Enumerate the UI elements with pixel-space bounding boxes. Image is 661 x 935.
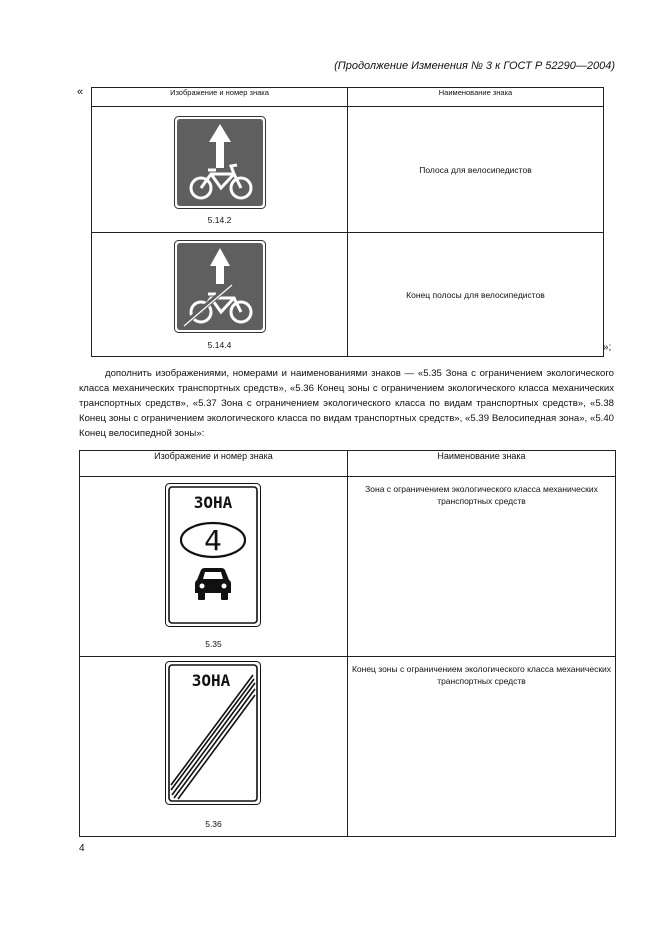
table-row-image-cell bbox=[92, 233, 348, 357]
table-row-image-cell bbox=[80, 657, 348, 837]
sign-title: ЗОНА bbox=[193, 493, 233, 512]
sign-name: Конец полосы для велосипедистов bbox=[348, 233, 604, 357]
table-row-image-cell bbox=[80, 477, 348, 657]
bike-lane-end-sign-icon bbox=[174, 240, 266, 333]
column-header-image: Изображение и номер знака bbox=[80, 451, 348, 477]
sign-title: ЗОНА bbox=[191, 671, 231, 690]
table-row-image-cell bbox=[92, 107, 348, 233]
sign-name: Зона с ограничением экологического класса механических транспортных средств bbox=[348, 477, 616, 657]
column-header-name: Наименование знака bbox=[348, 451, 616, 477]
paragraph-text: дополнить изображениями, номерами и наименованиями знаков — «5.35 Зона с ограничением экологического класса механических транспортных средств», «5.36 Конец зоны с ограничением экологического класса механических транспортных средств», «5.37 Зона с ограничением экологического класса по видам транспортных средств», «5.38 Конец зоны с ограничением экологического класса по видам транспортных средств», «5.39 Велосипедная зона», «5.40 Конец велосипедной зоны»: bbox=[79, 368, 614, 439]
sign-code: 5.14.2 bbox=[207, 215, 232, 225]
signs-table-2 bbox=[79, 450, 616, 837]
eco-zone-end-sign-icon bbox=[165, 661, 261, 805]
sign-code: 5.36 bbox=[205, 819, 222, 829]
bike-lane-sign-icon bbox=[174, 116, 266, 209]
eco-zone-sign-icon bbox=[165, 483, 261, 627]
closing-quote: »; bbox=[603, 342, 612, 353]
sign-code: 5.35 bbox=[205, 639, 222, 649]
sign-number: 4 bbox=[204, 524, 222, 557]
signs-table-1 bbox=[91, 87, 604, 357]
sign-name: Полоса для велосипедистов bbox=[348, 107, 604, 233]
sign-name: Конец зоны с ограничением экологического класса механических транспортных средств bbox=[348, 657, 616, 837]
column-header-name: Наименование знака bbox=[348, 88, 604, 107]
page-number: 4 bbox=[79, 843, 85, 854]
continuation-header: (Продолжение Изменения № 3 к ГОСТ Р 52290—2004) bbox=[334, 60, 615, 72]
opening-quote: « bbox=[77, 86, 84, 98]
sign-code: 5.14.4 bbox=[207, 340, 232, 350]
amendment-paragraph bbox=[79, 366, 614, 441]
column-header-image: Изображение и номер знака bbox=[92, 88, 348, 107]
